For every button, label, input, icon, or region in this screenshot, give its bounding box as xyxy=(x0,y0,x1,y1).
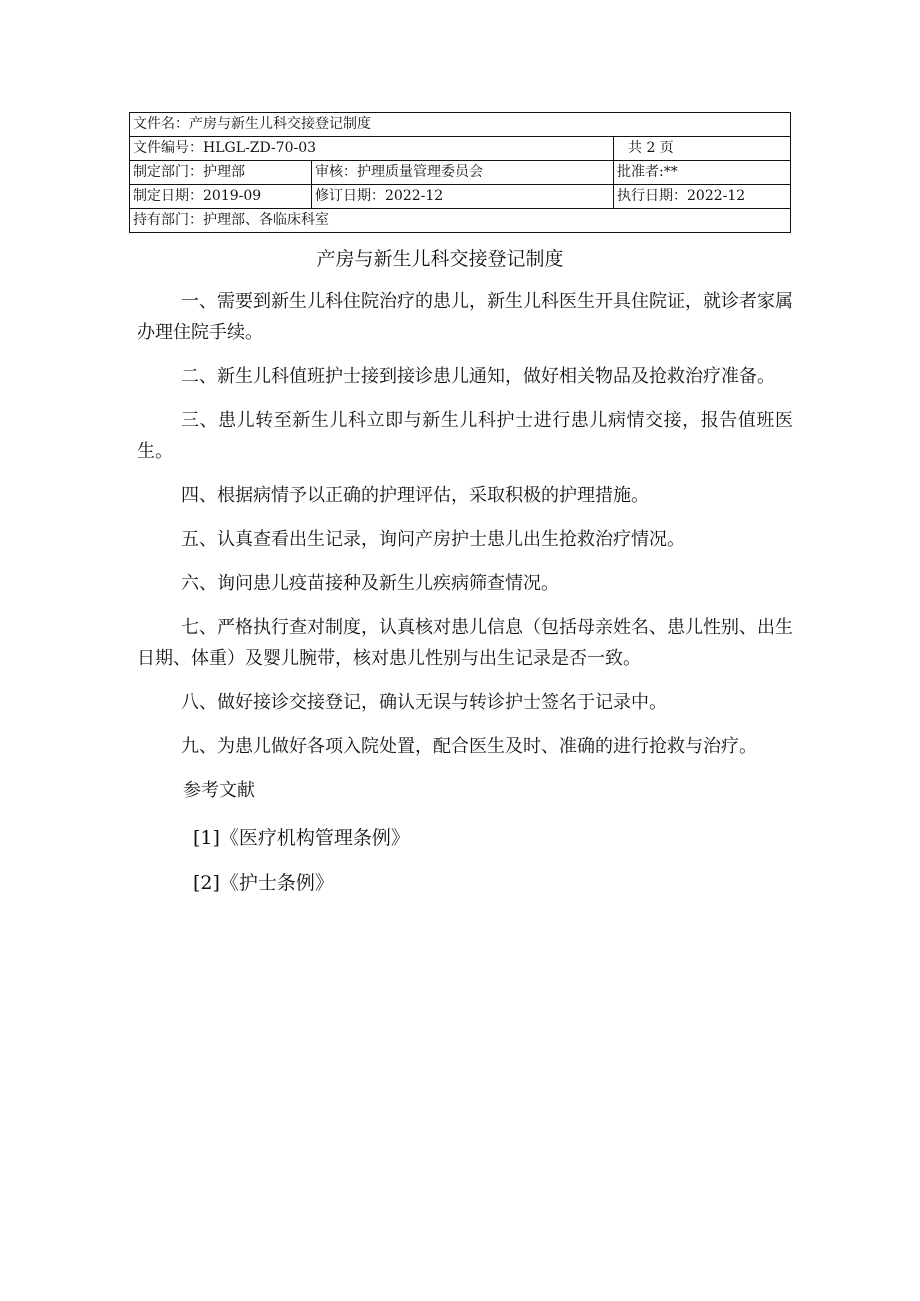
paragraph-3: 三、患儿转至新生儿科立即与新生儿科护士进行患儿病情交接，报告值班医生。 xyxy=(137,410,793,462)
paragraph-9: 九、为患儿做好各项入院处置，配合医生及时、准确的进行抢救与治疗。 xyxy=(181,736,757,757)
document-body xyxy=(137,286,793,913)
reviewer-cell: 审核：护理质量管理委员会 xyxy=(312,161,614,185)
document-title: 产房与新生儿科交接登记制度 xyxy=(316,248,564,270)
header-row-holders xyxy=(130,209,791,233)
header-row-file-name xyxy=(130,113,791,137)
effective-date-cell: 执行日期：2022-12 xyxy=(614,185,791,209)
paragraph-1: 一、需要到新生儿科住院治疗的患儿，新生儿科医生开具住院证，就诊者家属办理住院手续。 xyxy=(137,291,793,343)
paragraph-4: 四、根据病情予以正确的护理评估，采取积极的护理措施。 xyxy=(181,485,649,506)
header-row-dates xyxy=(130,185,791,209)
references-heading: 参考文献 xyxy=(183,780,255,801)
paragraph-5: 五、认真查看出生记录，询问产房护士患儿出生抢救治疗情况。 xyxy=(181,529,685,550)
revised-date-cell: 修订日期：2022-12 xyxy=(312,185,614,209)
header-row-department xyxy=(130,161,791,185)
reference-item-2: [2]《护士条例》 xyxy=(193,872,334,894)
paragraph-6: 六、询问患儿疫苗接种及新生儿疾病筛查情况。 xyxy=(181,573,559,594)
document-header-table xyxy=(129,112,791,233)
department-cell: 制定部门：护理部 xyxy=(130,161,312,185)
page-count-cell: 共 2 页 xyxy=(614,137,791,161)
paragraph-2: 二、新生儿科值班护士接到接诊患儿通知，做好相关物品及抢救治疗准备。 xyxy=(181,366,775,387)
file-name-cell: 文件名：产房与新生儿科交接登记制度 xyxy=(130,113,791,137)
file-number-cell: 文件编号：HLGL-ZD-70-03 xyxy=(130,137,614,161)
reference-item-1: [1]《医疗机构管理条例》 xyxy=(193,827,410,849)
header-row-file-number xyxy=(130,137,791,161)
holders-cell: 持有部门：护理部、各临床科室 xyxy=(130,209,791,233)
paragraph-7: 七、严格执行查对制度，认真核对患儿信息（包括母亲姓名、患儿性别、出生日期、体重）及婴儿腕带，核对患儿性别与出生记录是否一致。 xyxy=(137,617,793,669)
paragraph-8: 八、做好接诊交接登记，确认无误与转诊护士签名于记录中。 xyxy=(181,692,667,713)
approver-cell: 批准者:** xyxy=(614,161,791,185)
created-date-cell: 制定日期：2019-09 xyxy=(130,185,312,209)
